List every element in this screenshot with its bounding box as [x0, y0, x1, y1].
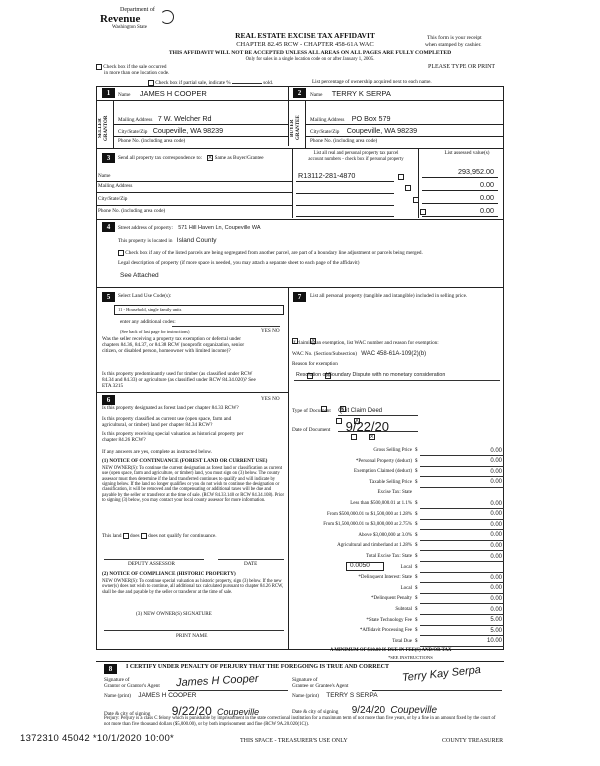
buyer-side-label: BUYER GRANTEE — [290, 115, 301, 141]
notice2-body: NEW OWNER(S): To continue special valuation as historic property, sign (3) below. If the new owner(s) does not wish to continue, all additional tax calculated pursuant to chapter 84.26 RCW, shall be due and payable by the seller or transferor at the time of sale. — [102, 579, 284, 595]
tax-row-dollar: $ — [415, 585, 418, 591]
personal-property-label: List all personal property (tangible and intangible) included in selling price. — [310, 293, 468, 299]
tax-row-value[interactable]: 0.00 — [490, 585, 502, 592]
tax-row-dollar: $ — [415, 448, 418, 453]
tax-row-line — [420, 540, 504, 541]
land-use-value: 11 - Household, single family units — [118, 307, 182, 312]
grantor-sig-label: Signature of Grantor or Grantor's Agent — [104, 677, 160, 689]
tax-row-value[interactable]: 0.00 — [490, 606, 502, 613]
see-instructions: *SEE INSTRUCTIONS — [388, 655, 433, 660]
tax-row-label: *Delinquent Penalty — [371, 596, 412, 602]
tax-row-dollar: $ — [415, 617, 418, 623]
notice1-body: NEW OWNER(S): To continue the current designation as forest land or classification as current use (open space, farm and agriculture, or timber) land, you must sign on (3) below. The county assessor must then determine if the land transferred continues to qualify and will indicate by signing below. If the land no longer qualifies or you do not wish to continue the designation or classification, it will be removed and the compensating or additional taxes will be due and payable by the seller or transferor at the time of sale. (RCW 84.33.140 or RCW 84.34.108). Prior to signing (3) below, you may contact your local county assessor for more information. — [102, 466, 285, 503]
tax-row-label: Total Excise Tax: State — [365, 554, 412, 559]
tax-row-dollar: $ — [415, 469, 418, 475]
tax-row-value[interactable]: 0.00 — [490, 532, 502, 539]
street-row: Street address of property: 571 Hill Haven Ln, Coupeville WA — [118, 225, 261, 231]
tax-row-dollar: $ — [415, 511, 418, 517]
tax-row-value[interactable]: 5.00 — [490, 617, 502, 624]
grantor-date[interactable]: 9/22/20 — [171, 704, 212, 718]
assessed-value-4[interactable]: 0.00 — [480, 206, 494, 215]
tax-row-line — [420, 476, 504, 477]
minimum-due: A MINIMUM OF $10.00 IS DUE IN FEE(S) AND/OR TAX — [330, 648, 452, 653]
seller-name[interactable]: JAMES H COOPER — [139, 89, 207, 98]
located-row: This property is located in Island County — [118, 237, 217, 244]
tax-row-line — [420, 646, 504, 647]
s5-yes-no: YES NO — [261, 328, 280, 334]
tax-row-dollar: $ — [415, 607, 418, 612]
grantor-signature[interactable]: James H Cooper — [175, 672, 259, 690]
tax-row-line — [420, 561, 504, 562]
parcel-personal-checkbox-3[interactable] — [413, 197, 419, 203]
tax-row-dollar: $ — [415, 554, 418, 559]
section-5-number: 5 — [102, 292, 115, 302]
section-4-number: 4 — [102, 222, 115, 232]
partial-sale-row: Check box if partial sale, indicate % sold. — [148, 80, 273, 87]
land-does-checkbox[interactable] — [123, 533, 129, 539]
seller-city[interactable]: Coupeville, WA 98239 — [152, 126, 224, 135]
grantor-name-row: Name (print) JAMES H COOPER — [104, 692, 197, 699]
receipt-note-2: when stamped by cashier. — [425, 42, 482, 48]
buyer-phone-label: Phone No. (including area code) — [310, 138, 378, 144]
tax-row-dollar: $ — [415, 575, 418, 581]
buyer-city[interactable]: Coupeville, WA 98239 — [346, 126, 418, 135]
tax-row-label: Total Due — [392, 638, 412, 644]
tax-row-value[interactable]: 0.00 — [490, 542, 502, 549]
perjury-notice: Perjury: Perjury is a class C felony which is punishable by imprisonment in the state correctional institution for a maximum term of not more than five years, or by a fine in an amount fixed by the court of not more than five thousand dollars ($5,000.00), or by both imprisonment and fine (RCW 9A.20.020(1C)). — [104, 716, 496, 727]
certify-statement: I CERTIFY UNDER PENALTY OF PERJURY THAT THE FOREGOING IS TRUE AND CORRECT — [126, 664, 389, 670]
seller-name-row: Name JAMES H COOPER — [118, 89, 207, 98]
tax-row-value[interactable]: 0.00 — [490, 479, 502, 486]
tax-row-dollar: $ — [415, 543, 418, 549]
tax-row-label: Subtotal — [395, 607, 412, 612]
tax-row-label: Above $3,000,000 at 3.0% — [358, 532, 412, 538]
tax-row-line — [420, 529, 504, 530]
type-or-print: PLEASE TYPE OR PRINT — [428, 64, 496, 70]
form-chapter: CHAPTER 82.45 RCW - CHAPTER 458-61A WAC — [236, 41, 374, 48]
reason-value[interactable]: Resolution of Boundary Dispute with no monetary consideration — [296, 372, 446, 378]
parcel-personal-checkbox-1[interactable] — [398, 174, 404, 180]
s3-city-label: City/State/Zip — [98, 196, 128, 202]
assessed-value-3[interactable]: 0.00 — [480, 193, 494, 202]
tax-row-line — [420, 466, 504, 467]
doc-type[interactable]: Quit Claim Deed — [338, 408, 383, 414]
parcel-number[interactable]: R13112-281-4870 — [298, 171, 356, 180]
grantee-name-row: Name (print) TERRY S SERPA — [292, 692, 378, 699]
tax-row-label: From $1,500,000.01 to $3,000,000 at 2.75% — [323, 522, 412, 528]
parcel-personal-checkbox-4[interactable] — [420, 209, 426, 215]
tax-row-label: Local — [400, 564, 412, 570]
tax-row-value[interactable]: 0.00 — [490, 500, 502, 507]
continuance-row: This land does does not qualify for continuance. — [102, 533, 217, 540]
section-3-number: 3 — [102, 153, 115, 163]
section-8-number: 8 — [104, 664, 117, 674]
deputy-date: DATE — [244, 561, 258, 567]
dept-line3: Washington State — [112, 24, 148, 30]
section-6-number: 6 — [102, 395, 115, 405]
grantor-print-name[interactable]: JAMES H COOPER — [138, 692, 197, 699]
dept-line2: Revenue — [100, 12, 141, 25]
send-tax-row: Send all property tax correspondence to: × Same as Buyer/Grantee — [118, 155, 264, 162]
legal-description[interactable]: See Attached — [120, 272, 159, 279]
section-7-number: 7 — [293, 292, 306, 302]
s3-name-label: Name — [98, 173, 111, 179]
dept-line1: Department of — [120, 7, 155, 13]
tax-row-value[interactable]: 0.00 — [490, 468, 502, 475]
tax-row-line — [420, 519, 504, 520]
county-treasurer: COUNTY TREASURER — [442, 738, 504, 744]
center-divider-2 — [288, 287, 289, 650]
notice2-title: (2) NOTICE OF COMPLIANCE (HISTORIC PROPERTY) — [102, 571, 236, 577]
tax-row-label: Less than $500,000.01 at 1.1% — [350, 501, 412, 506]
tax-row-line — [420, 582, 504, 583]
form-warning-sub: Only for sales in a single location code on or after January 1, 2005. — [245, 57, 375, 62]
grantor-city[interactable]: Coupeville — [217, 707, 260, 717]
segregated-row: Check box if any of the listed parcels are being segregated from another parcel, are part of a boundary line adjustment or parcels being merged. — [118, 250, 498, 257]
form-title: REAL ESTATE EXCISE TAX AFFIDAVIT — [235, 31, 375, 40]
buyer-mailing[interactable]: PO Box 579 — [351, 114, 391, 123]
doc-date[interactable]: 9/22/20 — [345, 419, 389, 434]
tax-row-dollar: $ — [415, 458, 418, 464]
street-address[interactable]: 571 Hill Haven Ln, Coupeville WA — [178, 225, 261, 231]
tax-row-value[interactable]: 0.00 — [490, 553, 502, 560]
buyer-mailing-row: Mailing Address PO Box 579 — [310, 114, 391, 123]
tax-row-label: *Personal Property (deduct) — [355, 458, 412, 464]
tax-row-line — [420, 550, 504, 551]
tax-row-line — [420, 603, 504, 604]
s3-mailing-label: Mailing Address — [98, 183, 133, 189]
new-owner-sig: (3) NEW OWNER(S) SIGNATURE — [136, 611, 212, 617]
tax-row-value[interactable]: 0.00 — [490, 574, 502, 581]
tax-row-value[interactable]: 0.00 — [490, 447, 502, 454]
seller-mailing-row: Mailing Address 7 W. Welcher Rd — [118, 114, 212, 123]
form-warning: THIS AFFIDAVIT WILL NOT BE ACCEPTED UNLESS ALL AREAS ON ALL PAGES ARE FULLY COMPLETED — [168, 50, 452, 56]
tax-row-dollar: $ — [415, 596, 418, 602]
located-county[interactable]: Island County — [176, 237, 217, 244]
grantee-print-name[interactable]: TERRY S SERPA — [326, 692, 378, 699]
see-back: (See back of last page for instructions) — [120, 329, 190, 334]
s6-q2: Is this property classified as current use (open space, farm and agricultural, or timber) land per chapter 84.34 RCW? — [102, 416, 232, 428]
grantee-date[interactable]: 9/24/20 — [351, 705, 386, 716]
multi-location-checkbox[interactable] — [96, 64, 102, 70]
tax-row-line — [420, 455, 504, 456]
notice1-title: (1) NOTICE OF CONTINUANCE (FOREST LAND OR CURRENT USE) — [102, 458, 268, 464]
tax-row-line — [420, 593, 504, 594]
tax-row-label: Local — [400, 585, 412, 591]
land-does-not-checkbox[interactable] — [141, 533, 147, 539]
center-divider — [288, 86, 289, 146]
reason-label: Reason for exemption — [292, 361, 338, 367]
s5-q1: Was the seller receiving a property tax exemption or deferral under chapters 84.36, 84.37, or 84.38 RCW (nonprofit organization, senior citizen, or disabled person, homeowner with limited income)? — [102, 336, 245, 354]
grantee-sig-label: Signature of Grantee or Grantee's Agent — [292, 677, 349, 689]
tax-row-value[interactable]: 10.00 — [486, 638, 502, 645]
tax-row-line — [420, 487, 504, 488]
doc-type-row: Type of Document Quit Claim Deed — [292, 408, 383, 414]
seller-mailing[interactable]: 7 W. Welcher Rd — [157, 114, 212, 123]
s5-q2: Is this property predominantly used for timber (as classified under RCW 84.34 and 84.33) or agriculture (as classified under RCW 84.34.020)? See ETA 3215 — [102, 371, 256, 389]
assessed-value-2[interactable]: 0.00 — [480, 180, 494, 189]
wac-number[interactable]: WAC 458-61A-109(2)(b) — [361, 351, 427, 357]
land-use-label: Select Land Use Code(s): — [118, 293, 172, 299]
deputy-assessor: DEPUTY ASSESSOR — [128, 561, 175, 567]
tax-row-value[interactable]: 0.00 — [490, 595, 502, 602]
tax-row-label: Agricultural and timberland at 1.28% — [337, 543, 412, 549]
tax-row-label: Gross Selling Price — [373, 448, 412, 453]
s6-yes-no: YES NO — [261, 396, 280, 402]
seller-city-row: City/State/Zip Coupeville, WA 98239 — [118, 126, 224, 135]
tax-row-label: Exemption Claimed (deduct) — [353, 469, 412, 475]
tax-row-value[interactable]: 0.00 — [490, 521, 502, 528]
tax-row-dollar: $ — [415, 532, 418, 538]
tax-row-label: *State Technology Fee — [366, 617, 412, 623]
seller-phone-label: Phone No. (including area code) — [118, 138, 186, 144]
tax-row-dollar: $ — [415, 628, 418, 634]
dor-swoosh-icon — [160, 10, 174, 24]
multi-location-row: Check box if the sale occurred in more than one location code. — [96, 64, 169, 77]
tax-row-dollar: $ — [415, 638, 418, 644]
buyer-name[interactable]: TERRY K SERPA — [331, 89, 391, 98]
s6-q3: Is this property receiving special valuation as historical property per chapter 84.26 RCW? — [102, 431, 244, 443]
tax-row-line — [420, 614, 504, 615]
additional-codes: enter any additional codes: — [120, 319, 176, 325]
tax-row-label: Excise Tax: State — [377, 490, 412, 496]
recording-stamp: 1372310 45042 *10/1/2020 10:00* — [20, 733, 175, 744]
tax-row-line — [420, 508, 504, 509]
buyer-city-row: City/State/Zip Coupeville, WA 98239 — [310, 126, 418, 135]
tax-row-line — [420, 572, 504, 573]
segregated-checkbox[interactable] — [118, 250, 124, 256]
tax-row-dollar: $ — [415, 501, 418, 506]
section-2-number: 2 — [293, 88, 306, 98]
exemption-claim-label: If claiming an exemption, list WAC number and reason for exemption: — [292, 340, 439, 346]
legal-label: Legal description of property (if more space is needed, you may attach a separate sheet to each page of the affidavit) — [118, 260, 360, 266]
s3-phone-label: Phone No. (including area code) — [98, 208, 166, 214]
tax-row-line — [420, 625, 504, 626]
parcel-personal-checkbox-2[interactable] — [405, 185, 411, 191]
same-as-buyer-checkbox[interactable] — [207, 155, 213, 161]
seller-side-label: SELLER GRANTOR — [98, 115, 109, 141]
tax-row-label: Taxable Selling Price — [369, 479, 412, 485]
treasurer-only: THIS SPACE - TREASURER'S USE ONLY — [240, 738, 348, 744]
s6-q1: Is this property designated as forest land per chapter 84.33 RCW? — [102, 405, 239, 411]
assessed-header: List assessed value(s) — [444, 150, 490, 156]
dor-logo — [100, 7, 160, 43]
tax-row-label: *Delinquent Interest: State — [358, 575, 412, 581]
grantee-signature[interactable]: Terry Kay Serpa — [401, 663, 482, 685]
grantee-date-row: Date & city of signing 9/24/20 Coupeville — [292, 705, 438, 716]
tax-row-label: From $500,000.01 to $1,500,000 at 1.28% — [327, 511, 412, 517]
print-name: PRINT NAME — [176, 633, 208, 639]
tax-row-value[interactable]: 0.00 — [490, 511, 502, 518]
tax-row-value[interactable]: 0.00 — [490, 458, 502, 465]
tax-row-line — [420, 635, 504, 636]
wac-row: WAC No. (Section/Subsection) WAC 458-61A-109(2)(b) — [292, 351, 427, 357]
ownership-pct-note: List percentage of ownership acquired next to each name. — [312, 79, 432, 85]
tax-row-dollar: $ — [415, 564, 418, 570]
assessed-value-1[interactable]: 293,952.00 — [458, 167, 494, 176]
tax-row-label: *Affidavit Processing Fee — [359, 628, 412, 634]
local-rate[interactable]: 0.0050 — [350, 562, 370, 569]
doc-date-row: Date of Document 9/22/20 — [292, 419, 389, 434]
tax-row-value[interactable]: 5.00 — [490, 627, 502, 634]
tax-row-dollar: $ — [415, 479, 418, 485]
receipt-note-1: This form is your receipt — [427, 35, 482, 41]
parcel-header: List all real and personal property tax parcel account numbers - check box if personal property — [308, 151, 404, 162]
any-yes-note: If any answers are yes, complete as instructed below. — [102, 449, 213, 455]
grantor-date-row: Date & city of signing 9/22/20 Coupeville — [104, 704, 260, 718]
section-1-number: 1 — [102, 88, 115, 98]
tax-row-dollar: $ — [415, 522, 418, 528]
grantee-city[interactable]: Coupeville — [390, 705, 438, 716]
buyer-name-row: Name TERRY K SERPA — [310, 89, 391, 98]
